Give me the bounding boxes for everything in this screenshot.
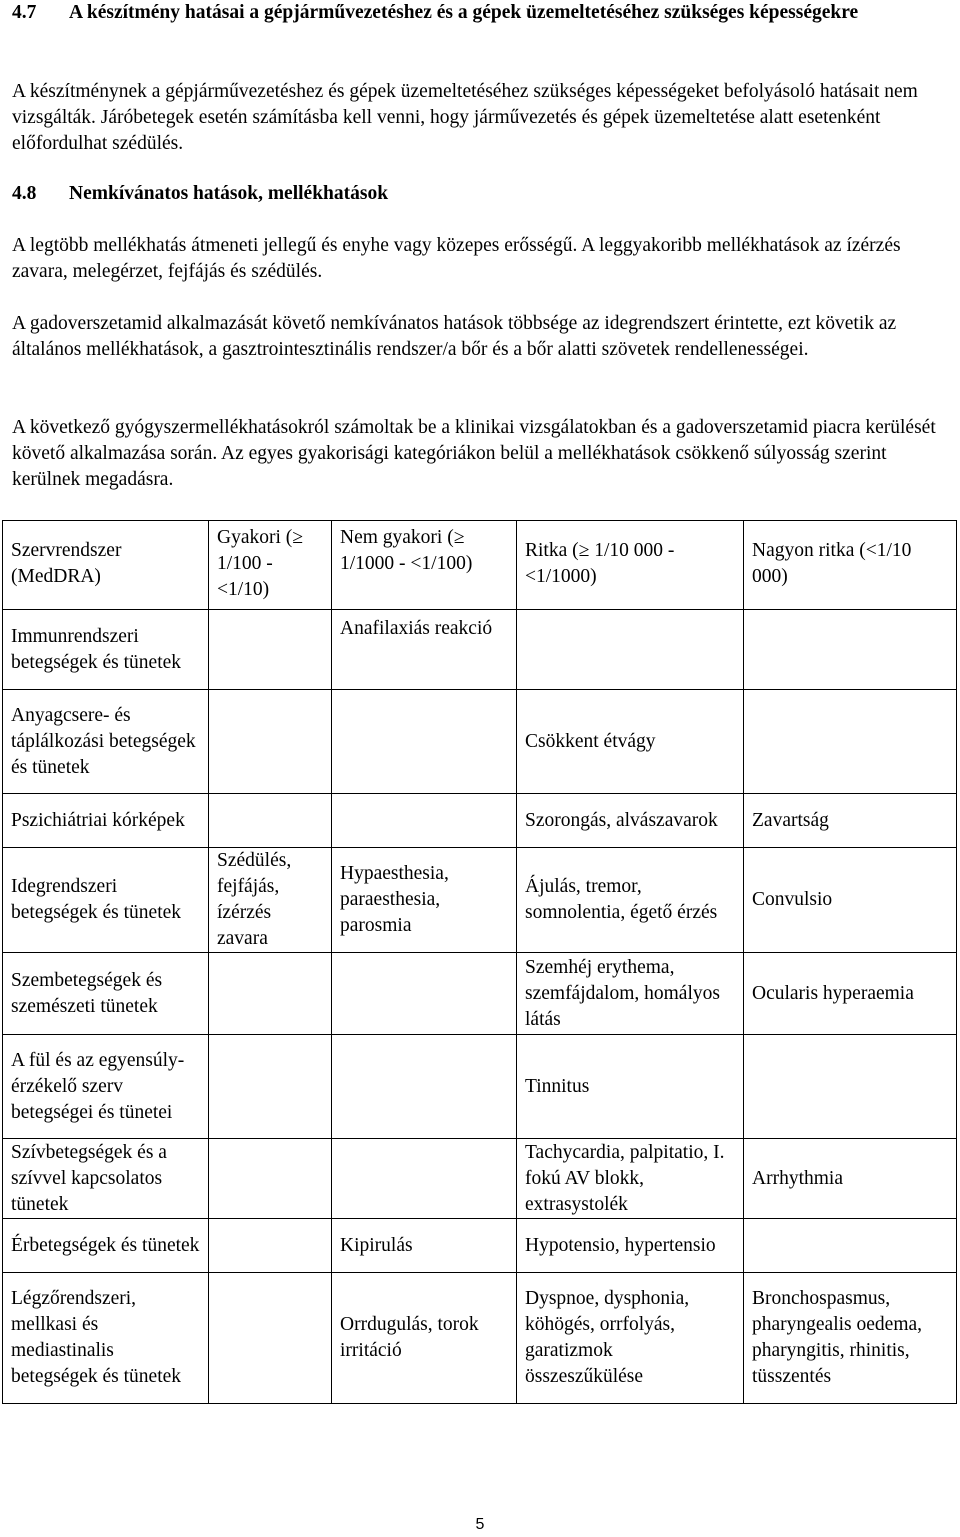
cell-very-rare (744, 1219, 957, 1273)
table-row (3, 848, 957, 953)
table-row (3, 794, 957, 848)
cell-organ-system: Idegrendszeri betegségek és tünetek (3, 848, 209, 953)
cell-rare: Tachycardia, palpitatio, I. fokú AV blokk, extrasystolék (517, 1139, 744, 1219)
cell-common (209, 953, 332, 1035)
cell-uncommon: Anafilaxiás reakció (332, 610, 517, 690)
cell-uncommon: Orrdugulás, torok irritáció (332, 1273, 517, 1404)
cell-uncommon: Hypaesthesia, paraesthesia, parosmia (332, 848, 517, 953)
page-number: 5 (475, 1516, 485, 1533)
cell-organ-system: Szembetegségek és szemészeti tünetek (3, 953, 209, 1035)
header-rare: Ritka (≥ 1/10 000 - <1/1000) (517, 521, 744, 610)
cell-organ-system: Anyagcsere- és táplálkozási betegségek és tünetek (3, 690, 209, 794)
cell-organ-system: Légzőrendszeri, mellkasi és mediastinalis betegségek és tünetek (3, 1273, 209, 1404)
cell-rare: Tinnitus (517, 1035, 744, 1139)
cell-organ-system: Szívbetegségek és a szívvel kapcsolatos tünetek (3, 1139, 209, 1219)
cell-very-rare: Arrhythmia (744, 1139, 957, 1219)
table-row (3, 1273, 957, 1404)
cell-very-rare: Bronchospasmus, pharyngealis oedema, pharyngitis, rhinitis, tüsszentés (744, 1273, 957, 1404)
adverse-reactions-table (2, 520, 957, 1404)
cell-common (209, 1219, 332, 1273)
cell-organ-system: Immunrendszeri betegségek és tünetek (3, 610, 209, 690)
paragraph-side-effects-intro: A következő gyógyszermellékhatásokról számoltak be a klinikai vizsgálatokban és a gadoverszetamid piacra kerülését követő alkalmazása során. Az egyes gyakorisági kategóriákon belül a mellékhatások csökkenő súlyosság szerint kerülnek megadásra. (12, 417, 936, 490)
cell-very-rare: Convulsio (744, 848, 957, 953)
cell-rare: Csökkent étvágy (517, 690, 744, 794)
paragraph-side-effects-summary: A legtöbb mellékhatás átmeneti jellegű és enyhe vagy közepes erősségű. A leggyakoribb mellékhatások az ízérzés zavara, melegérzet, fejfájás és szédülés. (12, 235, 901, 282)
header-uncommon: Nem gyakori (≥ 1/1000 - <1/100) (332, 521, 517, 610)
header-common: Gyakori (≥ 1/100 - <1/10) (209, 521, 332, 610)
table-row (3, 610, 957, 690)
cell-very-rare: Ocularis hyperaemia (744, 953, 957, 1035)
cell-organ-system: A fül és az egyensúly-érzékelő szerv betegségei és tünetei (3, 1035, 209, 1139)
table-row (3, 690, 957, 794)
cell-uncommon (332, 690, 517, 794)
cell-common (209, 1139, 332, 1219)
cell-uncommon (332, 1035, 517, 1139)
cell-very-rare (744, 690, 957, 794)
cell-rare: Szemhéj erythema, szemfájdalom, homályos látás (517, 953, 744, 1035)
cell-common (209, 690, 332, 794)
cell-common (209, 1273, 332, 1404)
cell-common (209, 610, 332, 690)
table-row (3, 1035, 957, 1139)
cell-common: Szédülés, fejfájás, ízérzés zavara (209, 848, 332, 953)
cell-rare: Dyspnoe, dysphonia, köhögés, orrfolyás, garatizmok összeszűkülése (517, 1273, 744, 1404)
cell-uncommon (332, 794, 517, 848)
section-number: 4.7 (12, 2, 37, 23)
cell-uncommon: Kipirulás (332, 1219, 517, 1273)
cell-very-rare (744, 1035, 957, 1139)
cell-very-rare: Zavartság (744, 794, 957, 848)
section-number: 4.8 (12, 183, 37, 204)
table-row (3, 1139, 957, 1219)
paragraph-side-effects-systems: A gadoverszetamid alkalmazását követő nemkívánatos hatások többsége az idegrendszert érintette, ezt követik az általános mellékhatások, a gasztrointesztinális rendszer/a bőr és a bőr alatti szövetek rendellenességei. (12, 313, 897, 360)
header-very-rare: Nagyon ritka (<1/10 000) (744, 521, 957, 610)
table-row (3, 953, 957, 1035)
section-4-7-body: A készítménynek a gépjárművezetéshez és gépek üzemeltetéséhez szükséges képességeket befolyásoló hatásait nem vizsgálták. Járóbetegek esetén számításba kell venni, hogy járművezetés és gépek üzemeltetése alatt esetenként előfordulhat szédülés. (12, 81, 918, 154)
cell-uncommon (332, 1139, 517, 1219)
cell-common (209, 794, 332, 848)
section-title: Nemkívánatos hatások, mellékhatások (69, 183, 389, 204)
cell-organ-system: Érbetegségek és tünetek (3, 1219, 209, 1273)
cell-rare (517, 610, 744, 690)
cell-rare: Hypotensio, hypertensio (517, 1219, 744, 1273)
cell-common (209, 1035, 332, 1139)
cell-organ-system: Pszichiátriai kórképek (3, 794, 209, 848)
table-header-row (3, 521, 957, 610)
cell-very-rare (744, 610, 957, 690)
header-organ-system: Szervrendszer (MedDRA) (3, 521, 209, 610)
cell-rare: Szorongás, alvászavarok (517, 794, 744, 848)
section-title: A készítmény hatásai a gépjárművezetéshez és a gépek üzemeltetéséhez szükséges képességekre (69, 2, 859, 23)
cell-uncommon (332, 953, 517, 1035)
table-row (3, 1219, 957, 1273)
cell-rare: Ájulás, tremor, somnolentia, égető érzés (517, 848, 744, 953)
